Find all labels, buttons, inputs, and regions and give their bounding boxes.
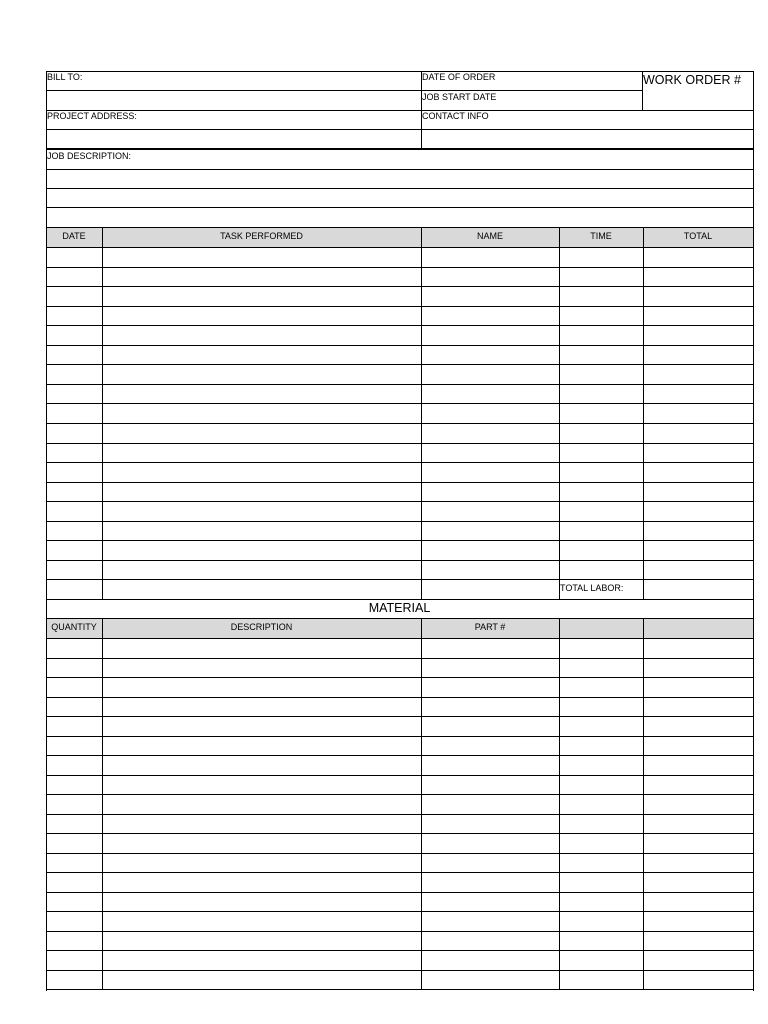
job-desc-line-3 — [46, 207, 754, 208]
material-cell-description[interactable] — [103, 756, 421, 775]
material-cell-extra-2[interactable] — [644, 795, 753, 814]
date-of-order-field[interactable] — [494, 71, 642, 90]
material-cell-quantity[interactable] — [47, 717, 102, 736]
material-cell-description[interactable] — [103, 873, 421, 892]
material-cell-description[interactable] — [103, 776, 421, 794]
labor-cell-date[interactable] — [47, 326, 102, 345]
labor-cell-time[interactable] — [560, 307, 643, 325]
labor-cell-time[interactable] — [560, 541, 643, 560]
labor-cell-total[interactable] — [644, 287, 753, 306]
material-cell-extra-2[interactable] — [644, 854, 753, 872]
material-cell-extra-2[interactable] — [644, 815, 753, 833]
material-cell-description[interactable] — [103, 815, 421, 833]
work-order-number-field[interactable] — [643, 90, 753, 110]
labor-cell-time[interactable] — [560, 561, 643, 579]
material-cell-quantity[interactable] — [47, 639, 102, 658]
material-cell-extra-1[interactable] — [560, 971, 643, 989]
labor-cell-name[interactable] — [422, 522, 559, 540]
date-of-order-label: DATE OF ORDER — [422, 72, 496, 82]
material-cell-description[interactable] — [103, 717, 421, 736]
material-cell-quantity[interactable] — [47, 834, 102, 853]
material-cell-part-number[interactable] — [422, 776, 559, 794]
material-cell-extra-1[interactable] — [560, 776, 643, 794]
labor-cell-date[interactable] — [47, 522, 102, 540]
labor-cell-task[interactable] — [103, 287, 421, 306]
labor-col-name: NAME — [476, 231, 503, 241]
material-cell-quantity[interactable] — [47, 893, 102, 911]
material-cell-part-number[interactable] — [422, 678, 559, 697]
job-desc-line-1 — [46, 169, 754, 170]
bill-to-label: BILL TO: — [47, 72, 83, 82]
labor-cell-date[interactable] — [47, 541, 102, 560]
material-cell-quantity[interactable] — [47, 698, 102, 716]
labor-cell-date[interactable] — [47, 346, 102, 364]
material-col-description: DESCRIPTION — [230, 622, 293, 632]
labor-cell-total[interactable] — [644, 326, 753, 345]
material-cell-quantity[interactable] — [47, 776, 102, 794]
labor-cell-total[interactable] — [644, 541, 753, 560]
material-cell-description[interactable] — [103, 971, 421, 989]
material-table-top-line — [46, 618, 754, 619]
material-cell-extra-1[interactable] — [560, 815, 643, 833]
material-cell-extra-1[interactable] — [560, 932, 643, 950]
labor-cell-date[interactable] — [47, 307, 102, 325]
labor-cell-name[interactable] — [422, 463, 559, 482]
material-cell-extra-2[interactable] — [644, 893, 753, 911]
material-cell-extra-1[interactable] — [560, 639, 643, 658]
material-cell-description[interactable] — [103, 678, 421, 697]
material-cell-part-number[interactable] — [422, 717, 559, 736]
material-cell-quantity[interactable] — [47, 971, 102, 989]
labor-cell-name[interactable] — [422, 424, 559, 443]
labor-cell-task[interactable] — [103, 580, 421, 599]
labor-cell-task[interactable] — [103, 248, 421, 267]
labor-cell-time[interactable] — [560, 522, 643, 540]
labor-cell-date[interactable] — [47, 424, 102, 443]
labor-cell-date[interactable] — [47, 444, 102, 462]
material-cell-part-number[interactable] — [422, 795, 559, 814]
material-cell-part-number[interactable] — [422, 815, 559, 833]
labor-cell-name[interactable] — [422, 248, 559, 267]
material-cell-extra-1[interactable] — [560, 678, 643, 697]
material-cell-quantity[interactable] — [47, 737, 102, 755]
labor-cell-time[interactable] — [560, 268, 643, 286]
work-order-number-label: WORK ORDER # — [643, 73, 741, 87]
material-cell-part-number[interactable] — [422, 698, 559, 716]
material-cell-extra-1[interactable] — [560, 834, 643, 853]
labor-cell-total[interactable] — [644, 404, 753, 423]
material-row-line — [46, 989, 754, 990]
header-top-line — [46, 71, 754, 72]
labor-table-top-line — [46, 227, 754, 228]
labor-cell-task[interactable] — [103, 444, 421, 462]
labor-cell-time[interactable] — [560, 463, 643, 482]
labor-col-time: TIME — [590, 231, 612, 241]
labor-cell-name[interactable] — [422, 404, 559, 423]
material-cell-description[interactable] — [103, 659, 421, 677]
labor-cell-date[interactable] — [47, 483, 102, 501]
material-cell-quantity[interactable] — [47, 795, 102, 814]
material-cell-quantity[interactable] — [47, 951, 102, 970]
labor-cell-task[interactable] — [103, 385, 421, 403]
bill-to-field[interactable] — [46, 91, 421, 110]
material-cell-part-number[interactable] — [422, 912, 559, 931]
material-cell-extra-1[interactable] — [560, 912, 643, 931]
material-cell-extra-1[interactable] — [560, 737, 643, 755]
labor-cell-total[interactable] — [644, 307, 753, 325]
labor-cell-time[interactable] — [560, 346, 643, 364]
material-cell-description[interactable] — [103, 912, 421, 931]
labor-cell-total[interactable] — [644, 502, 753, 521]
labor-cell-task[interactable] — [103, 502, 421, 521]
material-cell-extra-2[interactable] — [644, 659, 753, 677]
material-cell-description[interactable] — [103, 893, 421, 911]
labor-cell-total[interactable] — [644, 444, 753, 462]
material-cell-extra-2[interactable] — [644, 932, 753, 950]
material-cell-extra-2[interactable] — [644, 873, 753, 892]
total-labor-label: TOTAL LABOR: — [560, 583, 624, 593]
labor-cell-total[interactable] — [644, 424, 753, 443]
labor-cell-date[interactable] — [47, 248, 102, 267]
labor-cell-name[interactable] — [422, 268, 559, 286]
material-cell-part-number[interactable] — [422, 932, 559, 950]
labor-cell-name[interactable] — [422, 326, 559, 345]
material-col-part-number: PART # — [474, 622, 506, 632]
material-cell-quantity[interactable] — [47, 659, 102, 677]
labor-cell-date[interactable] — [47, 268, 102, 286]
material-cell-quantity[interactable] — [47, 932, 102, 950]
labor-cell-name[interactable] — [422, 502, 559, 521]
labor-col-date: DATE — [62, 231, 86, 241]
labor-cell-name[interactable] — [422, 346, 559, 364]
contact-info-field[interactable] — [422, 130, 753, 149]
contact-info-label: CONTACT INFO — [422, 111, 489, 121]
material-col-quantity: QUANTITY — [51, 622, 97, 632]
labor-cell-date[interactable] — [47, 502, 102, 521]
material-cell-extra-1[interactable] — [560, 795, 643, 814]
labor-cell-total[interactable] — [644, 385, 753, 403]
material-cell-part-number[interactable] — [422, 971, 559, 989]
material-cell-extra-2[interactable] — [644, 639, 753, 658]
material-cell-description[interactable] — [103, 834, 421, 853]
labor-cell-time[interactable] — [560, 326, 643, 345]
labor-cell-date[interactable] — [47, 463, 102, 482]
job-start-date-label: JOB START DATE — [422, 92, 497, 102]
labor-cell-time[interactable] — [560, 287, 643, 306]
material-cell-part-number[interactable] — [422, 951, 559, 970]
labor-cell-time[interactable] — [560, 580, 643, 599]
labor-cell-total[interactable] — [644, 248, 753, 267]
labor-cell-time[interactable] — [560, 424, 643, 443]
labor-cell-date[interactable] — [47, 385, 102, 403]
header-line-2 — [46, 90, 643, 91]
labor-cell-total[interactable] — [644, 463, 753, 482]
labor-cell-task[interactable] — [103, 404, 421, 423]
labor-cell-total[interactable] — [644, 365, 753, 384]
material-title: MATERIAL — [368, 601, 431, 615]
labor-cell-time[interactable] — [560, 404, 643, 423]
labor-cell-name[interactable] — [422, 580, 559, 599]
material-cell-extra-2[interactable] — [644, 737, 753, 755]
material-cell-extra-2[interactable] — [644, 951, 753, 970]
material-cell-description[interactable] — [103, 932, 421, 950]
labor-cell-task[interactable] — [103, 424, 421, 443]
labor-cell-date[interactable] — [47, 580, 102, 599]
labor-col-total: TOTAL — [683, 231, 713, 241]
labor-cell-date[interactable] — [47, 404, 102, 423]
labor-cell-date[interactable] — [47, 365, 102, 384]
material-cell-extra-2[interactable] — [644, 971, 753, 989]
labor-cell-time[interactable] — [560, 385, 643, 403]
material-cell-part-number[interactable] — [422, 737, 559, 755]
material-cell-extra-1[interactable] — [560, 659, 643, 677]
labor-cell-name[interactable] — [422, 385, 559, 403]
total-labor-bottom-line — [46, 599, 754, 600]
material-cell-quantity[interactable] — [47, 912, 102, 931]
labor-cell-total[interactable] — [644, 561, 753, 579]
job-desc-line-2 — [46, 188, 754, 189]
material-cell-extra-1[interactable] — [560, 756, 643, 775]
material-cell-part-number[interactable] — [422, 873, 559, 892]
labor-cell-total[interactable] — [644, 580, 753, 599]
material-cell-extra-2[interactable] — [644, 678, 753, 697]
material-cell-description[interactable] — [103, 698, 421, 716]
labor-cell-name[interactable] — [422, 444, 559, 462]
labor-cell-time[interactable] — [560, 444, 643, 462]
material-cell-quantity[interactable] — [47, 756, 102, 775]
material-cell-quantity[interactable] — [47, 873, 102, 892]
labor-cell-total[interactable] — [644, 268, 753, 286]
material-cell-extra-1[interactable] — [560, 717, 643, 736]
labor-cell-total[interactable] — [644, 522, 753, 540]
material-cell-quantity[interactable] — [47, 678, 102, 697]
labor-cell-time[interactable] — [560, 248, 643, 267]
header-line-3 — [46, 110, 643, 111]
labor-cell-task[interactable] — [103, 307, 421, 325]
labor-cell-total[interactable] — [644, 483, 753, 501]
material-cell-part-number[interactable] — [422, 756, 559, 775]
labor-cell-name[interactable] — [422, 307, 559, 325]
material-cell-description[interactable] — [103, 639, 421, 658]
labor-cell-task[interactable] — [103, 346, 421, 364]
labor-cell-name[interactable] — [422, 541, 559, 560]
labor-cell-task[interactable] — [103, 541, 421, 560]
material-cell-extra-1[interactable] — [560, 873, 643, 892]
material-cell-extra-1[interactable] — [560, 698, 643, 716]
material-cell-part-number[interactable] — [422, 893, 559, 911]
material-cell-description[interactable] — [103, 795, 421, 814]
material-cell-extra-2[interactable] — [644, 776, 753, 794]
project-address-field[interactable] — [46, 130, 421, 149]
labor-cell-time[interactable] — [560, 365, 643, 384]
material-cell-part-number[interactable] — [422, 834, 559, 853]
labor-col-task: TASK PERFORMED — [220, 231, 303, 241]
labor-cell-task[interactable] — [103, 561, 421, 579]
labor-cell-name[interactable] — [422, 483, 559, 501]
material-cell-description[interactable] — [103, 854, 421, 872]
labor-cell-time[interactable] — [560, 483, 643, 501]
material-cell-description[interactable] — [103, 737, 421, 755]
labor-cell-task[interactable] — [103, 483, 421, 501]
work-order-bottom-line — [643, 110, 754, 111]
header-divider-line — [46, 148, 754, 150]
material-cell-part-number[interactable] — [422, 639, 559, 658]
material-cell-quantity[interactable] — [47, 854, 102, 872]
material-cell-part-number[interactable] — [422, 854, 559, 872]
material-cell-extra-2[interactable] — [644, 717, 753, 736]
material-cell-extra-2[interactable] — [644, 698, 753, 716]
work-order-divider — [642, 71, 643, 111]
header-middle-divider — [421, 71, 422, 149]
project-address-label: PROJECT ADDRESS: — [47, 111, 137, 121]
material-cell-extra-2[interactable] — [644, 834, 753, 853]
material-cell-extra-1[interactable] — [560, 854, 643, 872]
labor-cell-total[interactable] — [644, 346, 753, 364]
job-description-label: JOB DESCRIPTION: — [47, 151, 132, 161]
labor-cell-task[interactable] — [103, 365, 421, 384]
labor-cell-task[interactable] — [103, 326, 421, 345]
labor-cell-name[interactable] — [422, 365, 559, 384]
labor-cell-task[interactable] — [103, 268, 421, 286]
job-description-field[interactable] — [46, 170, 753, 227]
material-cell-extra-2[interactable] — [644, 912, 753, 931]
labor-cell-date[interactable] — [47, 287, 102, 306]
header-line-4 — [46, 129, 754, 130]
labor-cell-task[interactable] — [103, 463, 421, 482]
labor-cell-name[interactable] — [422, 287, 559, 306]
labor-cell-date[interactable] — [47, 561, 102, 579]
job-start-date-field[interactable] — [496, 91, 642, 110]
material-cell-extra-2[interactable] — [644, 756, 753, 775]
material-cell-extra-1[interactable] — [560, 893, 643, 911]
labor-cell-name[interactable] — [422, 561, 559, 579]
labor-cell-time[interactable] — [560, 502, 643, 521]
material-cell-description[interactable] — [103, 951, 421, 970]
labor-cell-task[interactable] — [103, 522, 421, 540]
material-cell-part-number[interactable] — [422, 659, 559, 677]
material-cell-quantity[interactable] — [47, 815, 102, 833]
material-cell-extra-1[interactable] — [560, 951, 643, 970]
